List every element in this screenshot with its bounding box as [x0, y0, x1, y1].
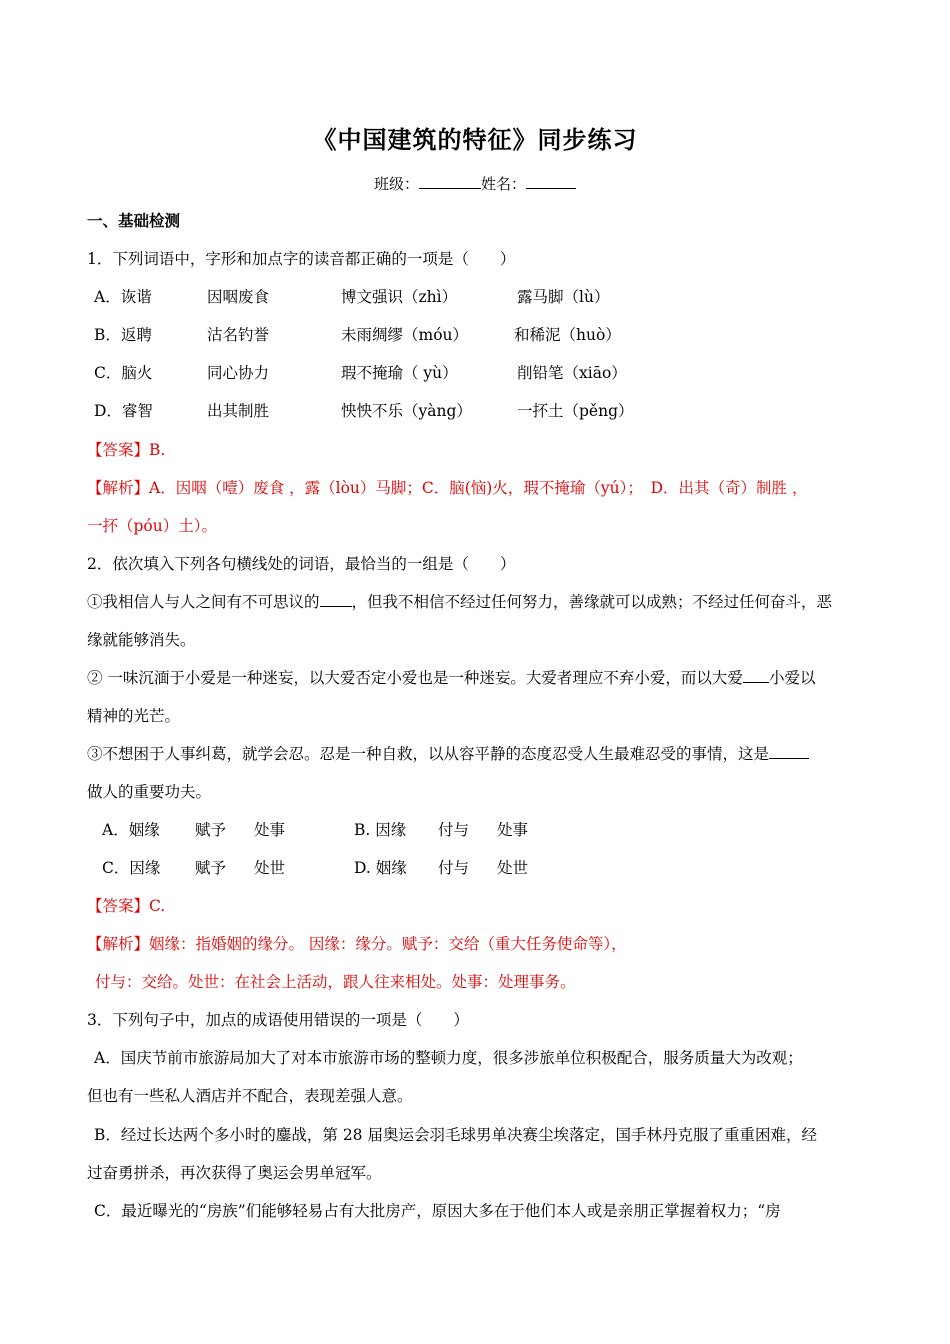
q2-s2-blank[interactable]: [743, 668, 769, 683]
q1-answer: 【答案】B.: [87, 441, 166, 459]
q2-s1-blank[interactable]: [320, 592, 352, 607]
q1-b-label: B．返聘: [94, 326, 152, 344]
q2-sentence3: [87, 743, 809, 765]
q2-stem: 2．依次填入下列各句横线处的词语，最恰当的一组是（ ）: [87, 555, 516, 573]
q2-s1-part2: ，但我不相信不经过任何努力，善缘就可以成熟；不经过任何奋斗，恶: [351, 593, 833, 611]
q2-analysis-line1: 【解析】姻缘：指婚姻的缘分。 因缘：缘分。赋予：交给（重大任务使命等），: [87, 935, 627, 953]
q3-option-a-line1: A．国庆节前市旅游局加大了对本市旅游市场的整顿力度，很多涉旅单位积极配合，服务质量大为改观；: [94, 1049, 803, 1067]
q2-s1-part1: ①我相信人与人之间有不可思议的: [87, 593, 320, 611]
q2-analysis-line2: 付与：交给。处世：在社会上活动，跟人往来相处。处事：处理事务。: [95, 973, 576, 991]
q2-s2-part2: 小爱以: [768, 669, 816, 687]
class-label: 班级：: [373, 175, 419, 193]
q3-stem: 3．下列句子中，加点的成语使用错误的一项是（ ）: [87, 1011, 469, 1029]
q2-a-word2: 赋予: [195, 821, 227, 839]
q2-c-word2: 赋予: [195, 859, 227, 877]
q2-s1-continued: 缘就能够消失。: [87, 631, 196, 649]
q2-b-word2: 付与: [438, 821, 470, 839]
q3-option-a-line2: 但也有一些私人酒店并不配合，表现差强人意。: [87, 1087, 413, 1105]
q1-analysis-line1: 【解析】A．因咽（噎）废食 ，露（lòu）马脚；C．脑(恼)火，瑕不掩瑜（yú）； D．出其（奇）制胜 ，: [87, 479, 808, 497]
q1-b-word4: 和稀泥（huò）: [514, 326, 621, 344]
q1-stem: 1．下列词语中，字形和加点字的读音都正确的一项是（ ）: [87, 250, 516, 268]
q1-c-word4: 削铅笔（xiāo）: [517, 364, 627, 382]
q2-c-word3: 处世: [254, 859, 286, 877]
q1-c-label: C．脑火: [94, 364, 153, 382]
q1-d-word4: 一抔土（pěng）: [517, 402, 634, 420]
q2-d-word2: 付与: [438, 859, 470, 877]
page-title: 《中国建筑的特征》同步练习: [312, 125, 638, 154]
q3-option-b-line1: B．经过长达两个多小时的鏖战，第 28 届奥运会羽毛球男单决赛尘埃落定，国手林丹克服了重重困难，经: [94, 1126, 817, 1144]
q2-s3-part1: ③不想困于人事纠葛，就学会忍。忍是一种自救，以从容平静的态度忍受人生最难忍受的事情，这是: [87, 745, 770, 763]
q2-sentence1: [87, 591, 832, 613]
q1-d-label: D．睿智: [94, 402, 153, 420]
q2-c-label: C．因缘: [102, 859, 161, 877]
q1-b-word2: 沽名钓誉: [207, 326, 270, 344]
q1-c-word3: 瑕不掩瑜（ yù）: [341, 364, 458, 382]
q2-s2-continued: 精神的光芒。: [87, 707, 181, 725]
q2-d-word3: 处世: [497, 859, 529, 877]
q2-a-label: A．姻缘: [102, 821, 160, 839]
q2-s2-part1: ② 一味沉湎于小爱是一种迷妄，以大爱否定小爱也是一种迷妄。大爱者理应不弃小爱，而以大爱: [87, 669, 743, 687]
q2-b-word3: 处事: [497, 821, 529, 839]
q1-a-label: A．诙谐: [94, 288, 152, 306]
q1-b-word3: 未雨绸缪（móu）: [341, 326, 469, 344]
q1-a-word4: 露马脚（lù）: [517, 288, 610, 306]
q1-d-word2: 出其制胜: [207, 402, 270, 420]
q2-d-label: D. 姻缘: [354, 859, 407, 877]
section-heading: 一、基础检测: [87, 211, 181, 230]
q1-a-word3: 博文强识（zhì）: [341, 288, 458, 306]
q2-a-word3: 处事: [254, 821, 286, 839]
q2-s3-blank[interactable]: [769, 744, 809, 759]
name-label: 姓名：: [481, 175, 527, 193]
student-info-line: [0, 173, 950, 194]
class-blank[interactable]: [419, 174, 481, 189]
name-blank[interactable]: [526, 174, 576, 189]
q1-a-word2: 因咽废食: [207, 288, 270, 306]
q2-sentence2: [87, 667, 815, 689]
q2-answer: 【答案】C.: [87, 897, 166, 915]
q2-b-label: B. 因缘: [354, 821, 407, 839]
q1-analysis-line2: 一抔（póu）土）。: [87, 517, 217, 535]
q1-c-word2: 同心协力: [207, 364, 270, 382]
q3-option-c-line1: C．最近曝光的“房族”们能够轻易占有大批房产，原因大多在于他们本人或是亲朋正掌握着权力；“房: [94, 1202, 781, 1220]
q1-d-word3: 怏怏不乐（yàng）: [341, 402, 472, 420]
q2-s3-continued: 做人的重要功夫。: [87, 783, 212, 801]
q3-option-b-line2: 过奋勇拼杀，再次获得了奥运会男单冠军。: [87, 1164, 382, 1182]
